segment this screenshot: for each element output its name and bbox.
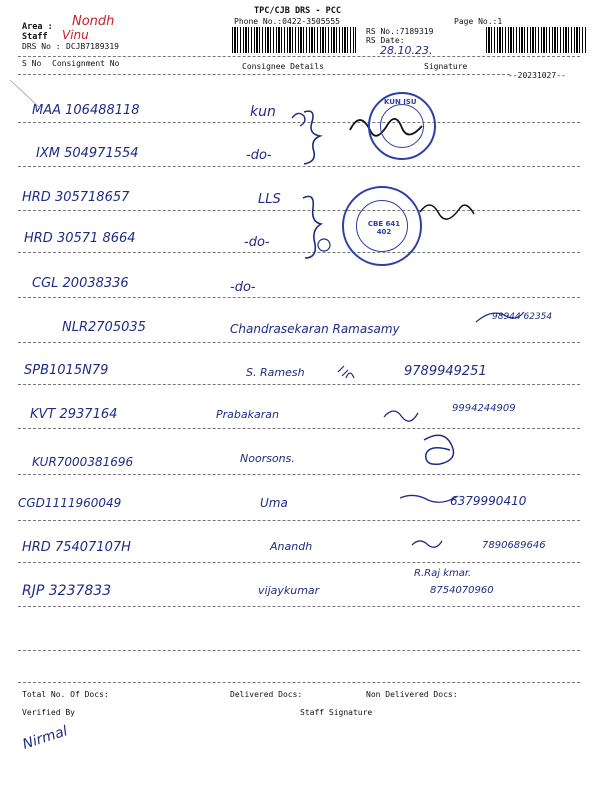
staff-signature-label: Staff Signature xyxy=(300,708,373,717)
consignee-name: Prabakaran xyxy=(216,408,279,421)
consignment-no: HRD 30571 8664 xyxy=(24,231,136,246)
area-value: Nondh xyxy=(72,14,115,29)
phone-number: 7890689646 xyxy=(482,540,546,551)
consignment-no: CGD1111960049 xyxy=(18,496,122,510)
consignee-name: S. Ramesh xyxy=(246,366,305,379)
verified-by-label: Verified By xyxy=(22,708,75,717)
seal-stamp xyxy=(368,92,436,160)
drs-label: DRS No : xyxy=(22,42,61,51)
consignee-name: LLS xyxy=(258,192,281,207)
company-stamp xyxy=(342,186,422,266)
col-consignment: Consignment No xyxy=(52,59,120,68)
phone-number: 98944 62354 xyxy=(492,312,553,322)
consignee-name: -do- xyxy=(230,280,256,295)
consignment-no: HRD 305718657 xyxy=(22,190,130,205)
consignment-no: SPB1015N79 xyxy=(24,363,109,378)
consignment-no: MAA 106488118 xyxy=(32,103,140,118)
non-delivered-docs-label: Non Delivered Docs: xyxy=(366,690,458,699)
total-docs-label: Total No. Of Docs: xyxy=(22,690,109,699)
consignment-no: NLR2705035 xyxy=(62,320,146,335)
rs-date-value: 28.10.23. xyxy=(380,44,433,57)
consignee-name: -do- xyxy=(246,148,272,163)
consignee-name: Uma xyxy=(260,496,288,510)
area-label: Area : xyxy=(22,22,53,32)
date-code: --20231027-- xyxy=(508,71,566,80)
phone-number: 6379990410 xyxy=(450,494,527,508)
consignee-name: kun xyxy=(250,104,276,120)
phone-number: 8754070960 xyxy=(430,585,494,596)
consignment-no: KUR7000381696 xyxy=(32,455,134,469)
drs-value: DCJB7189319 xyxy=(66,42,119,51)
col-sno: S No xyxy=(22,59,42,68)
staff-label: Staff xyxy=(22,32,48,42)
consignment-no: HRD 75407107H xyxy=(22,540,131,555)
rs-date-label: RS Date: xyxy=(366,36,405,45)
consignment-no: IXM 504971554 xyxy=(36,146,139,161)
receiver-name: R.Raj kmar. xyxy=(414,568,472,579)
stamp-text: KUN ISU xyxy=(384,98,417,106)
delivered-docs-label: Delivered Docs: xyxy=(230,690,303,699)
consignment-no: CGL 20038336 xyxy=(32,276,129,291)
consignee-name: Chandrasekaran Ramasamy xyxy=(230,322,400,336)
stamp-text: CBE 641 402 xyxy=(367,220,401,236)
phone-number: 9994244909 xyxy=(452,403,516,414)
col-signature: Signature xyxy=(424,62,468,71)
rs-number: RS No.:7189319 xyxy=(366,27,434,36)
phone-number: Phone No.:0422-3505555 xyxy=(234,17,340,26)
col-consignee: Consignee Details xyxy=(242,62,324,71)
page-number: Page No.:1 xyxy=(454,17,503,26)
consignee-name: vijaykumar xyxy=(258,584,320,597)
consignee-name: Noorsons. xyxy=(240,452,295,465)
consignment-no: RJP 3237833 xyxy=(22,583,112,599)
phone-number: 9789949251 xyxy=(404,364,487,379)
consignment-no: KVT 2937164 xyxy=(30,407,118,422)
verifier-signature: Nirmal xyxy=(20,723,70,753)
consignee-name: Anandh xyxy=(270,540,313,553)
center-title: TPC/CJB DRS - PCC xyxy=(254,6,341,16)
consignee-name: -do- xyxy=(244,235,270,250)
staff-value: Vinu xyxy=(62,28,89,42)
